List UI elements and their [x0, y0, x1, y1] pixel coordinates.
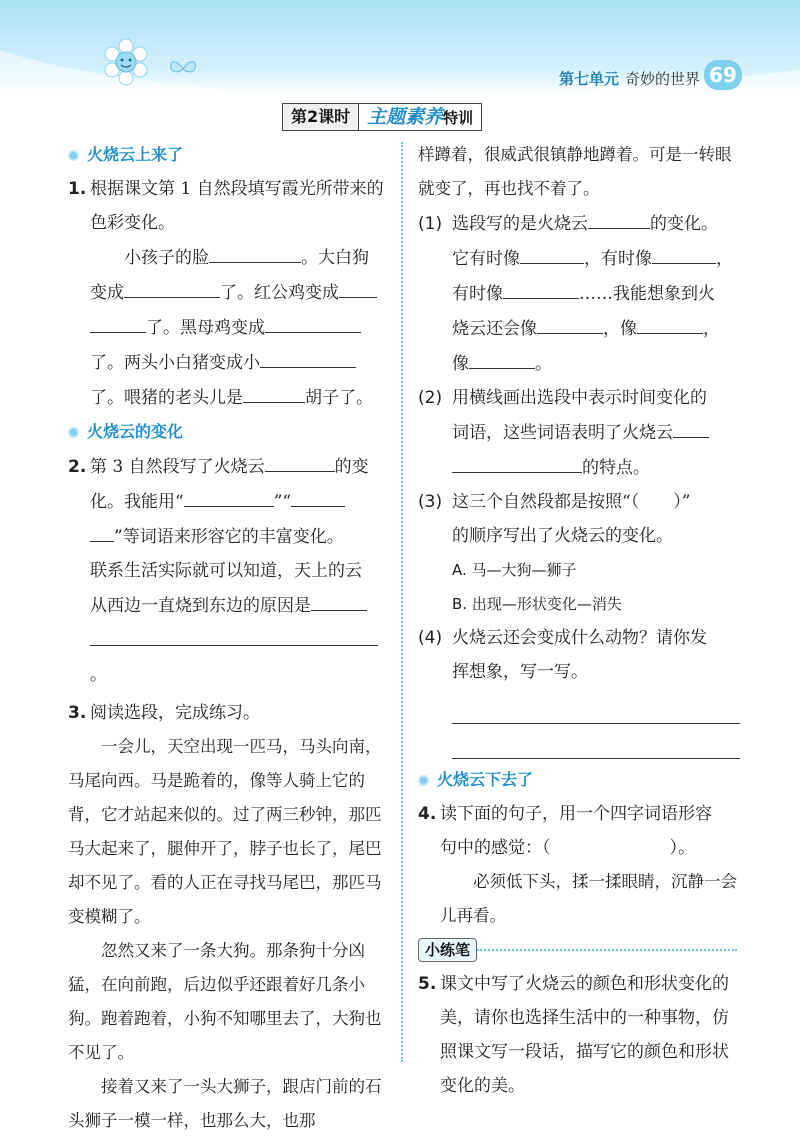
question-2: 2. 第 3 自然段写了火烧云 的变 [68, 449, 393, 484]
subquestion-2: (2) 用横线画出选段中表示时间变化的 [418, 388, 707, 408]
xiaolianbi-banner [418, 933, 740, 967]
bullet-dot-icon [418, 775, 429, 786]
subquestion-3: (3) 这三个自然段都是按照“（ ）” [418, 492, 691, 512]
dotted-rule [477, 949, 737, 951]
blank[interactable] [90, 310, 146, 333]
blank[interactable] [537, 311, 603, 334]
column-divider [401, 142, 403, 1062]
subquestion-2-body: 词语，这些词语表明了火烧云 的特点。 [418, 415, 740, 485]
unit-title: 奇妙的世界 [624, 70, 700, 88]
answer-line[interactable] [452, 689, 740, 724]
blank[interactable] [124, 275, 220, 298]
unit-label: 第七单元 [558, 70, 619, 88]
blank[interactable] [637, 311, 703, 334]
question-3: 3. 阅读选段，完成练习。 [68, 703, 260, 723]
lesson-highlight: 主题素养 [367, 106, 444, 128]
question-5: 5. 课文中写了火烧云的颜色和形状变化的美，请你也选择生活中的一种事物，仿照课文写一段话，描写它的颜色和形状变化的美。 [418, 974, 729, 1096]
left-column [68, 138, 393, 1138]
blank[interactable] [673, 415, 709, 438]
question-1-body: 小孩子的脸 。大白狗 变成 了。红公鸡变成 了。黑母鸡变成 了。两头小白猪变成小 了。喂猪的老头儿是 胡子了。 [68, 240, 393, 415]
blank[interactable] [339, 275, 377, 298]
blank[interactable] [452, 450, 582, 473]
section-heading: 火烧云的变化 [68, 415, 393, 449]
lesson-tag: 第2课时 [282, 103, 358, 131]
subquestion-4: (4) 火烧云还会变成什么动物？请你发 [418, 628, 707, 648]
blank[interactable] [503, 276, 579, 299]
blank[interactable] [291, 484, 345, 507]
reading-passage: 一会儿，天空出现一匹马，马头向南，马尾向西。马是跪着的，像等人骑上它的背，它才站起来似的。过了两三秒钟，那匹马大起来了，腿伸开了，脖子也长了，尾巴却不见了。看的人正在寻找马尾巴，那匹马变模糊了。 忽然又来了一条大狗。那条狗十分凶猛，在向前跑，后边似乎还跟着好几条小狗。跑着跑着，小狗不知哪里去了，大狗也不见了。 接着又来了一头大狮子，跟店门前的石头狮子一模一样，也那么大，也那 [68, 737, 382, 1130]
blank[interactable] [265, 310, 361, 333]
subquestion-1: (1) 选段写的是火烧云 的变化。 [418, 206, 740, 241]
section-heading: 火烧云下去了 [418, 763, 740, 797]
blank[interactable] [588, 206, 650, 229]
page-number: 69 [704, 60, 742, 90]
lesson-title [282, 103, 482, 131]
passage-continued: 样蹲着，很威武很镇静地蹲着。可是一转眼就变了，再也找不着了。 [418, 145, 732, 198]
question-4: 4. 读下面的句子，用一个四字词语形容 [418, 804, 712, 824]
bullet-dot-icon [68, 150, 79, 161]
blank[interactable] [184, 484, 274, 507]
blank[interactable] [260, 345, 356, 368]
section-heading: 火烧云上来了 [68, 138, 393, 172]
blank[interactable] [652, 241, 716, 264]
answer-lines [418, 689, 740, 759]
lesson-topic [358, 103, 482, 131]
question-2-body: 化。我能用“ ”“ ”等词语来形容它的丰富变化。 联系生活实际就可以知道，天上的云 从西边一直烧到东边的原因是 。 [68, 484, 393, 692]
blank[interactable] [469, 346, 535, 369]
bullet-dot-icon [68, 427, 79, 438]
blank[interactable] [209, 240, 301, 263]
blank[interactable] [243, 380, 305, 403]
subquestion-1-body: 它有时像 ，有时像 ， 有时像 ……我能想象到火 烧云还会像 ，像 ， 像 。 [418, 241, 740, 381]
lesson-trail: 特训 [443, 109, 474, 127]
unit-heading [559, 68, 700, 89]
sunflower-icon [100, 36, 152, 88]
answer-line[interactable] [452, 724, 740, 759]
butterfly-icon [168, 58, 198, 80]
option-a[interactable]: A. 马—大狗—狮子 [452, 561, 577, 579]
blank[interactable] [311, 588, 367, 611]
xiaolianbi-label: 小练笔 [418, 938, 477, 962]
question-1: 1. 根据课文第 1 自然段填写霞光所带来的色彩变化。 [68, 179, 384, 233]
right-column: 样蹲着，很威武很镇静地蹲着。可是一转眼就变了，再也找不着了。 (1) 选段写的是火烧云 的变化。 它有时像 ，有时像 ， 有时像 ……我能想象到火 烧云还会像 ，像 ， 像 。 (2) 用横线画出选段中表示时间变化的 词语，这些词语表明了火烧云 的特点。 (3) 这三个自然段都是按照“（ ）” 的顺序写出了火烧云的变化。 A. 马—大狗—狮子 B. 出现—形状变化—消失 (4) 火烧云还会变成什么动物？请你发 挥想象，写一写。 火烧云下去了 4. 读下面的句子，用一个四字词语形容 句中的感觉：（ ）。 必须低下头，揉一揉眼睛，沉静一会儿再看。 小练笔 5. 课文中写了火烧云的颜色和形状变化的美，请你也选择生活中的一种事物，仿照课文写一段话，描写它的颜色和形状变化的美。 [418, 138, 740, 1103]
blank[interactable] [520, 241, 584, 264]
blank[interactable] [90, 623, 378, 646]
quote-sentence: 必须低下头，揉一揉眼睛，沉静一会儿再看。 [440, 872, 737, 925]
option-b[interactable]: B. 出现—形状变化—消失 [452, 595, 622, 613]
blank[interactable] [90, 519, 114, 542]
blank[interactable] [265, 449, 335, 472]
